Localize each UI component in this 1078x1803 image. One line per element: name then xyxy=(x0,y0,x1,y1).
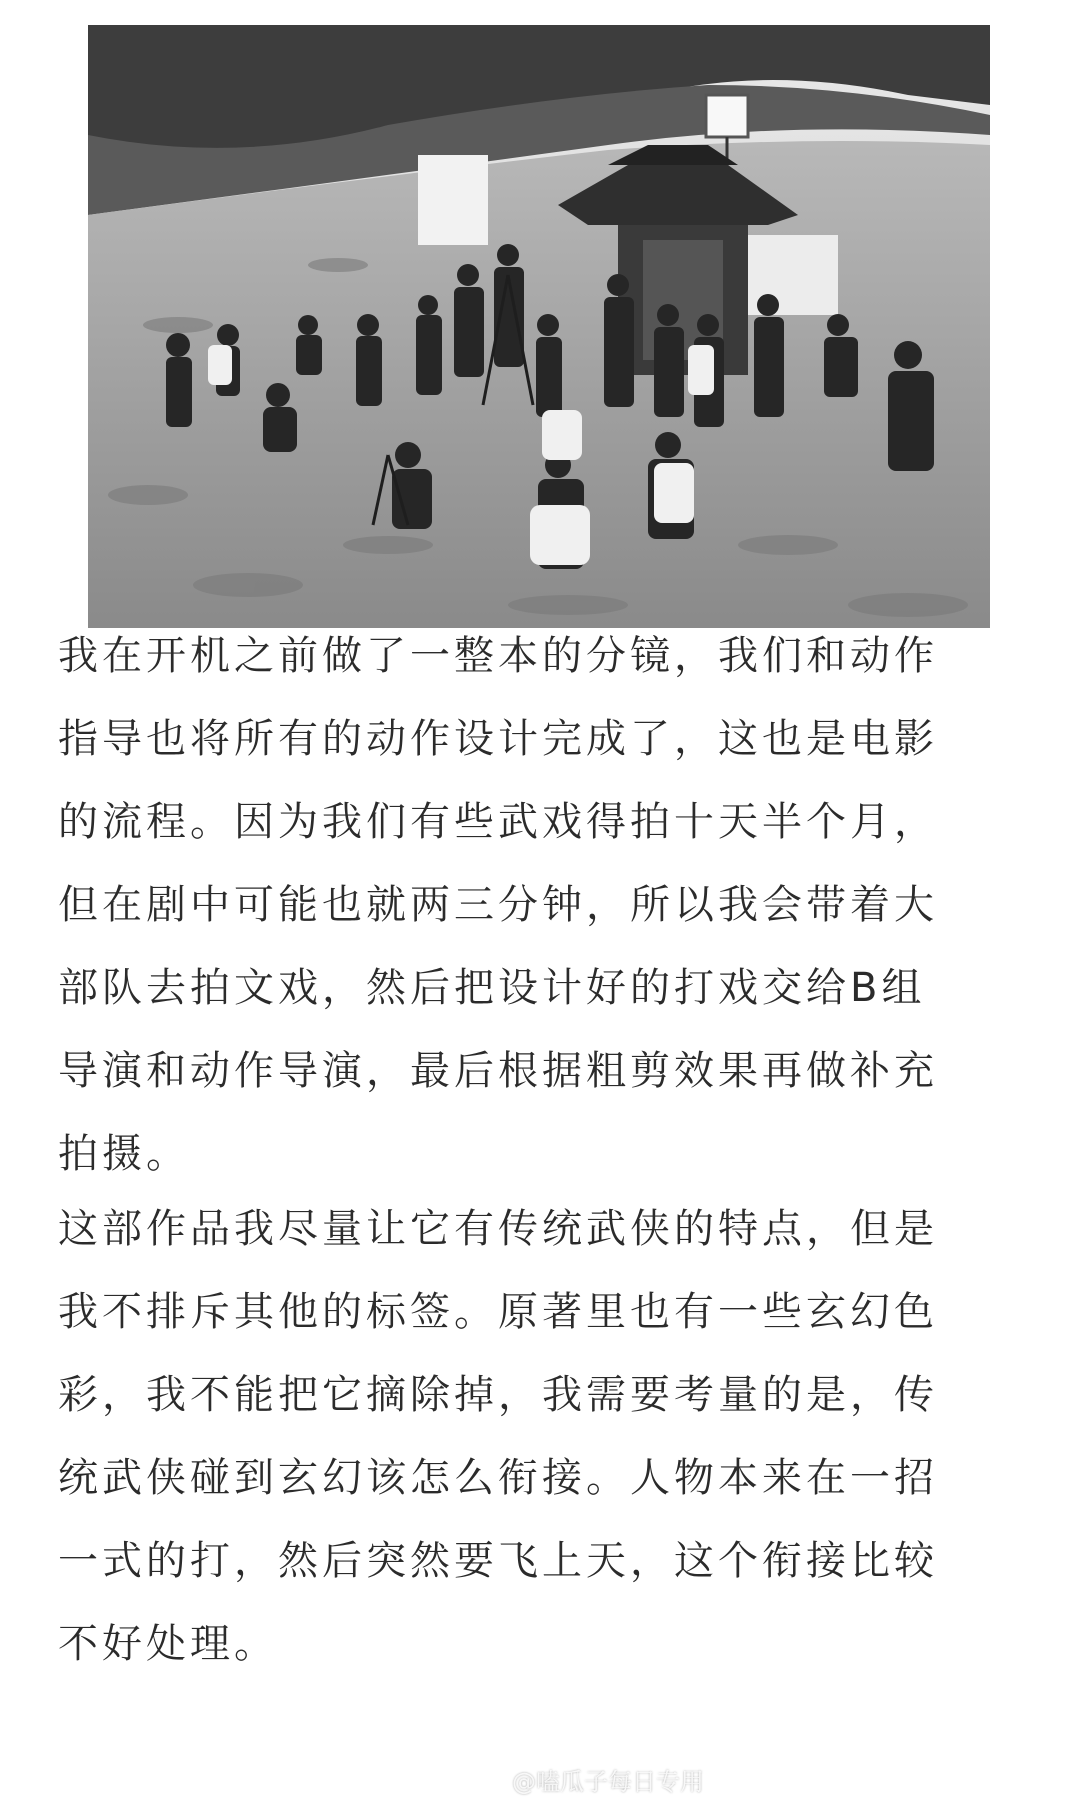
paragraph-line: 彩，我不能把它摘除掉，我需要考量的是，传 xyxy=(58,1372,938,1418)
watermark-text: @嗑瓜子每日专用 xyxy=(512,1768,704,1796)
paragraph-line: 指导也将所有的动作设计完成了，这也是电影 xyxy=(58,716,938,762)
weibo-watermark xyxy=(476,1762,704,1797)
paragraph-line: 我在开机之前做了一整本的分镜，我们和动作 xyxy=(58,633,938,679)
paragraph-line: 我不排斥其他的标签。原著里也有一些玄幻色 xyxy=(58,1289,938,1335)
paragraph-line: 一式的打，然后突然要飞上天，这个衔接比较 xyxy=(58,1538,938,1584)
paragraph-line: 这部作品我尽量让它有传统武侠的特点，但是 xyxy=(58,1206,938,1252)
weibo-icon xyxy=(476,1768,506,1792)
paragraph-line: 导演和动作导演，最后根据粗剪效果再做补充 xyxy=(58,1048,938,1094)
film-set-illustration xyxy=(88,25,990,628)
paragraph-line: 统武侠碰到玄幻该怎么衔接。人物本来在一招 xyxy=(58,1455,938,1501)
paragraph-line: 但在剧中可能也就两三分钟，所以我会带着大 xyxy=(58,882,938,928)
paragraph-line: 拍摄。 xyxy=(58,1131,190,1177)
paragraph-line: 不好处理。 xyxy=(58,1621,278,1667)
film-set-photo xyxy=(88,25,990,628)
paragraph-1 xyxy=(58,615,1018,1196)
paragraph-line: 的流程。因为我们有些武戏得拍十天半个月， xyxy=(58,799,938,845)
paragraph-2 xyxy=(58,1188,1018,1686)
paragraph-line: 部队去拍文戏，然后把设计好的打戏交给B组 xyxy=(58,965,926,1011)
